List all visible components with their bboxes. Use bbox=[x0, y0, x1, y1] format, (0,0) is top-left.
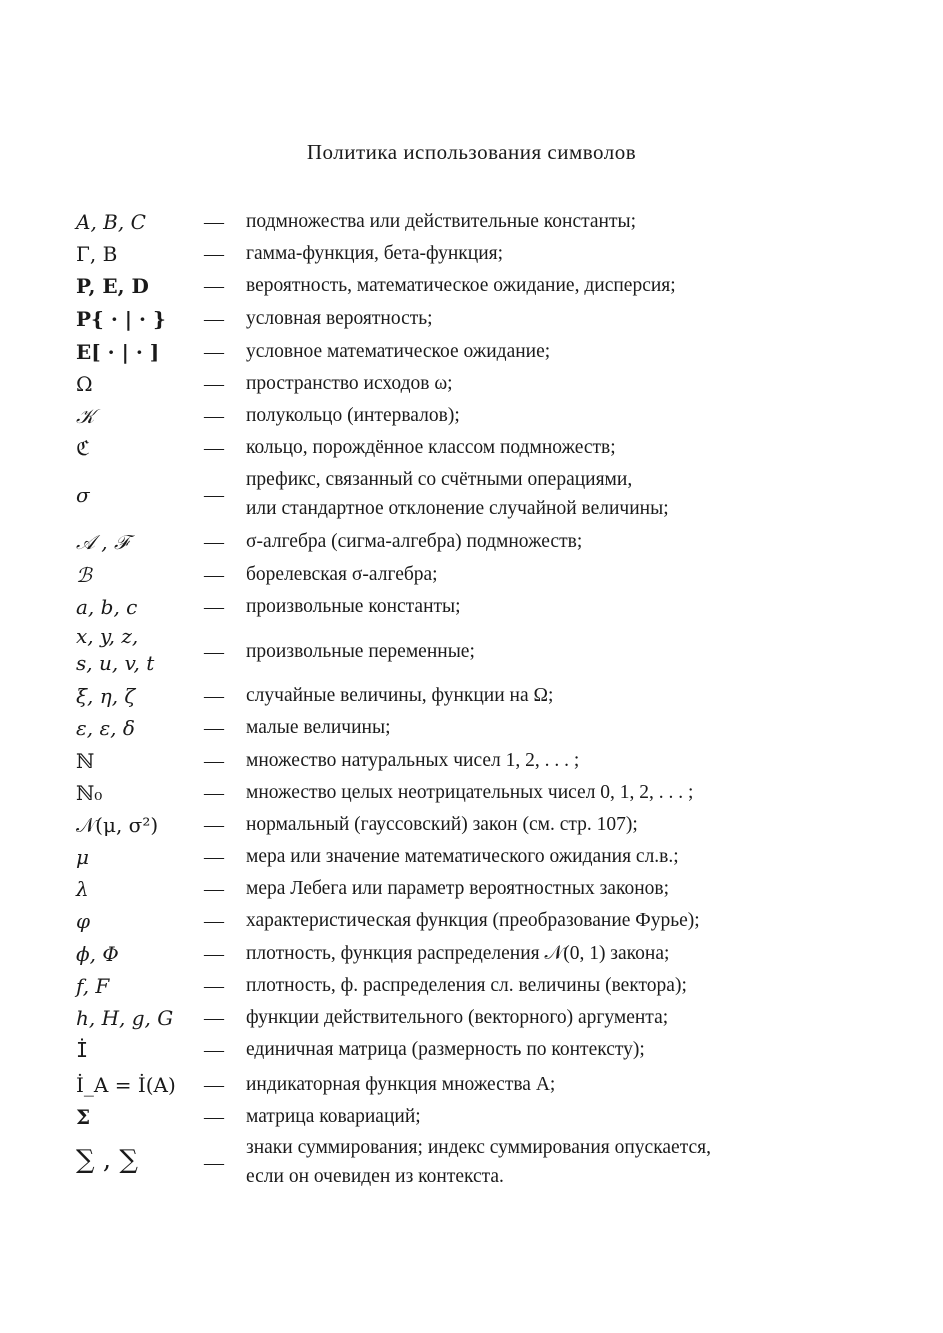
symbol-cell: h, H, g, G bbox=[76, 1006, 174, 1030]
dash: — bbox=[204, 1152, 224, 1174]
description: произвольные переменные; bbox=[246, 641, 475, 662]
description: функции действительного (векторного) аргумента; bbox=[246, 1007, 669, 1028]
symbol-cell: İ bbox=[76, 1038, 89, 1062]
description: префикс, связанный со счётными операциями, bbox=[246, 469, 633, 490]
symbol-cell: ℬ bbox=[76, 563, 92, 587]
dash: — bbox=[204, 1007, 224, 1029]
description: знаки суммирования; индекс суммирования опускается, bbox=[246, 1137, 711, 1158]
dash: — bbox=[204, 531, 224, 553]
symbol-cell: Γ, B bbox=[76, 242, 118, 266]
symbol-cell: P{ · | · } bbox=[76, 307, 166, 331]
description: малые величины; bbox=[246, 717, 391, 738]
symbol-cell: ε, ε, δ bbox=[76, 716, 135, 740]
dash: — bbox=[204, 910, 224, 932]
symbol-cell: λ bbox=[76, 877, 89, 901]
symbol-cell: ∑ , ∑ bbox=[76, 1145, 138, 1175]
dash: — bbox=[204, 943, 224, 965]
symbol-cell: ℕ₀ bbox=[76, 781, 103, 805]
description: если он очевиден из контекста. bbox=[246, 1166, 504, 1187]
symbol-cell: a, b, c bbox=[76, 595, 138, 619]
description: полукольцо (интервалов); bbox=[246, 405, 460, 426]
description: гамма-функция, бета-функция; bbox=[246, 243, 504, 264]
dash: — bbox=[204, 975, 224, 997]
dash: — bbox=[204, 878, 224, 900]
description: кольцо, порождённое классом подмножеств; bbox=[246, 437, 616, 458]
symbol-cell: φ bbox=[76, 909, 91, 933]
description: или стандартное отклонение случайной величины; bbox=[246, 498, 669, 519]
symbol-cell: σ bbox=[76, 483, 90, 507]
dash: — bbox=[204, 243, 224, 265]
symbol-cell: μ bbox=[76, 845, 89, 869]
dash: — bbox=[204, 1106, 224, 1128]
description: условная вероятность; bbox=[246, 308, 433, 329]
description: индикаторная функция множества A; bbox=[246, 1074, 556, 1095]
dash: — bbox=[204, 596, 224, 618]
symbol-cell: x, y, z, bbox=[76, 624, 139, 648]
dash: — bbox=[204, 1074, 224, 1096]
description: вероятность, математическое ожидание, дисперсия; bbox=[246, 275, 676, 296]
dash: — bbox=[204, 484, 224, 506]
description: произвольные константы; bbox=[246, 596, 461, 617]
description: множество целых неотрицательных чисел 0, 1, 2, . . . ; bbox=[246, 782, 694, 803]
description: характеристическая функция (преобразование Фурье); bbox=[246, 910, 700, 931]
symbol-cell: Ω bbox=[76, 372, 93, 396]
symbol-cell: f, F bbox=[76, 974, 110, 998]
page-title: Политика использования символов bbox=[306, 140, 637, 164]
symbol-cell: s, u, v, t bbox=[76, 651, 155, 675]
symbol-cell: ℭ bbox=[76, 436, 91, 460]
dash: — bbox=[204, 211, 224, 233]
dash: — bbox=[204, 564, 224, 586]
symbol-cell: 𝒜 , ℱ bbox=[76, 530, 129, 554]
dash: — bbox=[204, 1039, 224, 1061]
dash: — bbox=[204, 750, 224, 772]
description: пространство исходов ω; bbox=[246, 373, 453, 394]
symbol-cell: ℕ bbox=[76, 749, 95, 773]
dash: — bbox=[204, 373, 224, 395]
dash: — bbox=[204, 846, 224, 868]
symbol-cell: 𝒩(μ, σ²) bbox=[76, 813, 159, 837]
symbol-cell: ξ, η, ζ bbox=[76, 684, 136, 708]
dash: — bbox=[204, 405, 224, 427]
symbol-cell: Σ bbox=[76, 1105, 91, 1129]
description: подмножества или действительные константы; bbox=[246, 211, 636, 232]
description: матрица ковариаций; bbox=[246, 1106, 421, 1127]
dash: — bbox=[204, 341, 224, 363]
description: случайные величины, функции на Ω; bbox=[246, 685, 554, 706]
symbol-cell: A, B, C bbox=[76, 210, 146, 234]
dash: — bbox=[204, 275, 224, 297]
description: σ-алгебра (сигма-алгебра) подмножеств; bbox=[246, 531, 583, 552]
dash: — bbox=[204, 814, 224, 836]
description: нормальный (гауссовский) закон (см. стр. 107); bbox=[246, 814, 638, 835]
symbol-cell: ϕ, Φ bbox=[76, 942, 119, 966]
dash: — bbox=[204, 685, 224, 707]
symbol-cell: E[ · | · ] bbox=[76, 340, 160, 364]
dash: — bbox=[204, 437, 224, 459]
description: борелевская σ-алгебра; bbox=[246, 564, 438, 585]
symbol-cell: 𝒦 bbox=[76, 404, 95, 428]
description: мера или значение математического ожидания сл.в.; bbox=[246, 846, 679, 867]
description: плотность, ф. распределения сл. величины (вектора); bbox=[246, 975, 687, 996]
description: мера Лебега или параметр вероятностных законов; bbox=[246, 878, 670, 899]
dash: — bbox=[204, 717, 224, 739]
dash: — bbox=[204, 641, 224, 663]
symbol-cell: İ_A = İ(A) bbox=[76, 1073, 176, 1097]
symbol-cell: P, E, D bbox=[76, 274, 149, 298]
description: условное математическое ожидание; bbox=[246, 341, 551, 362]
dash: — bbox=[204, 782, 224, 804]
dash: — bbox=[204, 308, 224, 330]
description: множество натуральных чисел 1, 2, . . . ; bbox=[246, 750, 580, 771]
description: плотность, функция распределения 𝒩(0, 1) закона; bbox=[246, 943, 670, 964]
description: единичная матрица (размерность по контексту); bbox=[246, 1039, 645, 1060]
